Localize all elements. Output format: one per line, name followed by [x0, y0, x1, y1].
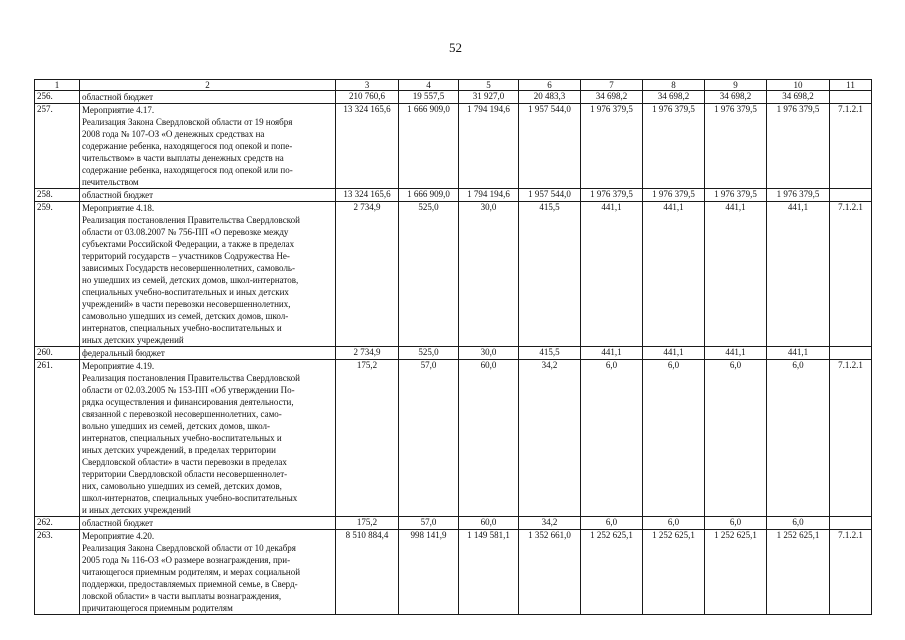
- description-line: зависимых Государств несовершеннолетних, самоволь-: [82, 263, 296, 273]
- value-cell: 34 698,2: [581, 91, 643, 104]
- target-code: 7.1.2.1: [830, 360, 872, 517]
- description-line: но ушедших из семей, детских домов, школ-интернатов,: [82, 275, 299, 285]
- column-header: 6: [519, 80, 581, 91]
- value-cell: 210 760,6: [336, 91, 399, 104]
- value-cell: 1 352 661,0: [519, 530, 581, 615]
- value-cell: 1 976 379,5: [767, 189, 830, 202]
- value-cell: 13 324 165,6: [336, 104, 399, 189]
- value-cell: 34 698,2: [643, 91, 705, 104]
- value-cell: 6,0: [705, 360, 767, 517]
- description-line: причитающегося приемным родителям: [82, 603, 233, 613]
- value-cell: 1 149 581,1: [459, 530, 519, 615]
- row-description: [80, 360, 336, 517]
- description-line: Мероприятие 4.17.: [82, 105, 155, 115]
- description-line: Свердловской области» в части перевозки в пределах: [82, 457, 287, 467]
- table-header-row: [35, 80, 872, 91]
- column-header: 8: [643, 80, 705, 91]
- value-cell: 1 976 379,5: [705, 104, 767, 189]
- description-line: области от 02.03.2005 № 153-ПП «Об утверждении По-: [82, 385, 295, 395]
- target-code: [830, 91, 872, 104]
- target-code: [830, 189, 872, 202]
- value-cell: 34 698,2: [705, 91, 767, 104]
- description-line: содержание ребенка, находящегося под опекой и попе-: [82, 141, 293, 151]
- value-cell: 441,1: [767, 347, 830, 360]
- table-row: [35, 517, 872, 530]
- value-cell: 1 666 909,0: [399, 104, 459, 189]
- value-cell: 8 510 884,4: [336, 530, 399, 615]
- description-line: 2005 года № 116-ОЗ «О размере вознаграждения, при-: [82, 555, 291, 565]
- target-code: 7.1.2.1: [830, 202, 872, 347]
- target-code: 7.1.2.1: [830, 530, 872, 615]
- column-header: 10: [767, 80, 830, 91]
- description-line: Мероприятие 4.19.: [82, 361, 155, 371]
- column-header: 11: [830, 80, 872, 91]
- description-line: ловской области» в части выплаты вознаграждения,: [82, 591, 282, 601]
- value-cell: 31 927,0: [459, 91, 519, 104]
- value-cell: 525,0: [399, 202, 459, 347]
- value-cell: 57,0: [399, 517, 459, 530]
- column-header: 4: [399, 80, 459, 91]
- value-cell: 1 666 909,0: [399, 189, 459, 202]
- row-number: 258.: [35, 189, 80, 202]
- value-cell: 1 976 379,5: [643, 104, 705, 189]
- value-cell: 441,1: [705, 202, 767, 347]
- description-line: областной бюджет: [82, 92, 154, 102]
- description-line: и иных детских учреждений: [82, 505, 191, 515]
- row-number: 256.: [35, 91, 80, 104]
- value-cell: 441,1: [643, 202, 705, 347]
- value-cell: 2 734,9: [336, 202, 399, 347]
- budget-table: [34, 79, 872, 615]
- row-description: [80, 347, 336, 360]
- description-line: школ-интернатов, специальных учебно-воспитательных: [82, 493, 298, 503]
- description-line: субъектами Российской Федерации, а также в пределах: [82, 239, 295, 249]
- description-line: Мероприятие 4.20.: [82, 531, 155, 541]
- description-line: поддержки, предоставляемых приемной семье, в Сверд-: [82, 579, 298, 589]
- row-number: 260.: [35, 347, 80, 360]
- value-cell: 6,0: [581, 360, 643, 517]
- value-cell: 6,0: [643, 360, 705, 517]
- value-cell: 415,5: [519, 347, 581, 360]
- value-cell: 441,1: [581, 202, 643, 347]
- value-cell: 998 141,9: [399, 530, 459, 615]
- value-cell: 6,0: [705, 517, 767, 530]
- target-code: [830, 517, 872, 530]
- description-line: территорий государств – участников Содружества Не-: [82, 251, 290, 261]
- value-cell: 1 252 625,1: [643, 530, 705, 615]
- value-cell: 1 252 625,1: [767, 530, 830, 615]
- value-cell: 34,2: [519, 517, 581, 530]
- value-cell: 20 483,3: [519, 91, 581, 104]
- row-description: [80, 189, 336, 202]
- description-line: федеральный бюджет: [82, 348, 165, 358]
- description-line: иных детских учреждений: [82, 335, 184, 345]
- value-cell: 1 976 379,5: [581, 189, 643, 202]
- description-line: интернатов, специальных учебно-воспитательных и: [82, 433, 282, 443]
- value-cell: 2 734,9: [336, 347, 399, 360]
- description-line: областной бюджет: [82, 518, 154, 528]
- value-cell: 19 557,5: [399, 91, 459, 104]
- row-number: 261.: [35, 360, 80, 517]
- description-line: областной бюджет: [82, 190, 154, 200]
- row-number: 263.: [35, 530, 80, 615]
- row-number: 257.: [35, 104, 80, 189]
- description-line: чительством» в части выплаты денежных средств на: [82, 153, 284, 163]
- value-cell: 6,0: [767, 517, 830, 530]
- table-row: [35, 347, 872, 360]
- table-row: [35, 189, 872, 202]
- value-cell: 34,2: [519, 360, 581, 517]
- column-header: 1: [35, 80, 80, 91]
- description-line: Мероприятие 4.18.: [82, 203, 155, 213]
- description-line: территории Свердловской области несовершеннолет-: [82, 469, 288, 479]
- target-code: [830, 347, 872, 360]
- row-number: 259.: [35, 202, 80, 347]
- description-line: специальных учебно-воспитательных и иных детских: [82, 287, 289, 297]
- value-cell: 34 698,2: [767, 91, 830, 104]
- description-line: печительством: [82, 177, 139, 187]
- value-cell: 1 976 379,5: [581, 104, 643, 189]
- column-header: 3: [336, 80, 399, 91]
- value-cell: 13 324 165,6: [336, 189, 399, 202]
- row-description: [80, 202, 336, 347]
- table-row: [35, 104, 872, 189]
- description-line: них, самовольно ушедших из семей, детских домов,: [82, 481, 282, 491]
- row-description: [80, 530, 336, 615]
- description-line: читающегося приемным родителям, и мерах социальной: [82, 567, 301, 577]
- value-cell: 30,0: [459, 202, 519, 347]
- value-cell: 441,1: [705, 347, 767, 360]
- value-cell: 1 976 379,5: [643, 189, 705, 202]
- value-cell: 1 794 194,6: [459, 104, 519, 189]
- description-line: интернатов, специальных учебно-воспитательных и: [82, 323, 282, 333]
- description-line: содержание ребенка, находящегося под опекой или по-: [82, 165, 293, 175]
- description-line: иных детских учреждений, в пределах территории: [82, 445, 276, 455]
- table-row: [35, 202, 872, 347]
- value-cell: 6,0: [581, 517, 643, 530]
- value-cell: 415,5: [519, 202, 581, 347]
- description-line: самовольно ушедших из семей, детских домов, школ-: [82, 311, 289, 321]
- value-cell: 30,0: [459, 347, 519, 360]
- row-description: [80, 91, 336, 104]
- column-header: 9: [705, 80, 767, 91]
- value-cell: 60,0: [459, 517, 519, 530]
- description-line: Реализация постановления Правительства Свердловской: [82, 373, 300, 383]
- row-number: 262.: [35, 517, 80, 530]
- column-header: 7: [581, 80, 643, 91]
- description-line: учреждений» в части перевозки несовершеннолетних,: [82, 299, 291, 309]
- value-cell: 1 794 194,6: [459, 189, 519, 202]
- description-line: рядка осуществления и финансирования деятельности,: [82, 397, 294, 407]
- value-cell: 57,0: [399, 360, 459, 517]
- value-cell: 175,2: [336, 360, 399, 517]
- description-line: Реализация Закона Свердловской области от 19 ноября: [82, 117, 293, 127]
- description-line: Реализация Закона Свердловской области от 10 декабря: [82, 543, 296, 553]
- table-row: [35, 91, 872, 104]
- description-line: вольно ушедших из семей, детских домов, школ-: [82, 421, 270, 431]
- value-cell: 441,1: [767, 202, 830, 347]
- table-row: [35, 530, 872, 615]
- column-header: 2: [80, 80, 336, 91]
- column-header: 5: [459, 80, 519, 91]
- row-description: [80, 104, 336, 189]
- value-cell: 1 252 625,1: [705, 530, 767, 615]
- value-cell: 1 252 625,1: [581, 530, 643, 615]
- value-cell: 60,0: [459, 360, 519, 517]
- description-line: области от 03.08.2007 № 756-ПП «О перевозке между: [82, 227, 289, 237]
- value-cell: 6,0: [767, 360, 830, 517]
- value-cell: 525,0: [399, 347, 459, 360]
- value-cell: 1 957 544,0: [519, 189, 581, 202]
- value-cell: 1 976 379,5: [767, 104, 830, 189]
- value-cell: 441,1: [581, 347, 643, 360]
- row-description: [80, 517, 336, 530]
- description-line: связанной с перевозкой несовершеннолетних, само-: [82, 409, 282, 419]
- table-row: [35, 360, 872, 517]
- value-cell: 1 976 379,5: [705, 189, 767, 202]
- value-cell: 6,0: [643, 517, 705, 530]
- value-cell: 175,2: [336, 517, 399, 530]
- description-line: 2008 года № 107-ОЗ «О денежных средствах на: [82, 129, 265, 139]
- value-cell: 1 957 544,0: [519, 104, 581, 189]
- description-line: Реализация постановления Правительства Свердловской: [82, 215, 300, 225]
- value-cell: 441,1: [643, 347, 705, 360]
- target-code: 7.1.2.1: [830, 104, 872, 189]
- page-number: 52: [449, 40, 462, 55]
